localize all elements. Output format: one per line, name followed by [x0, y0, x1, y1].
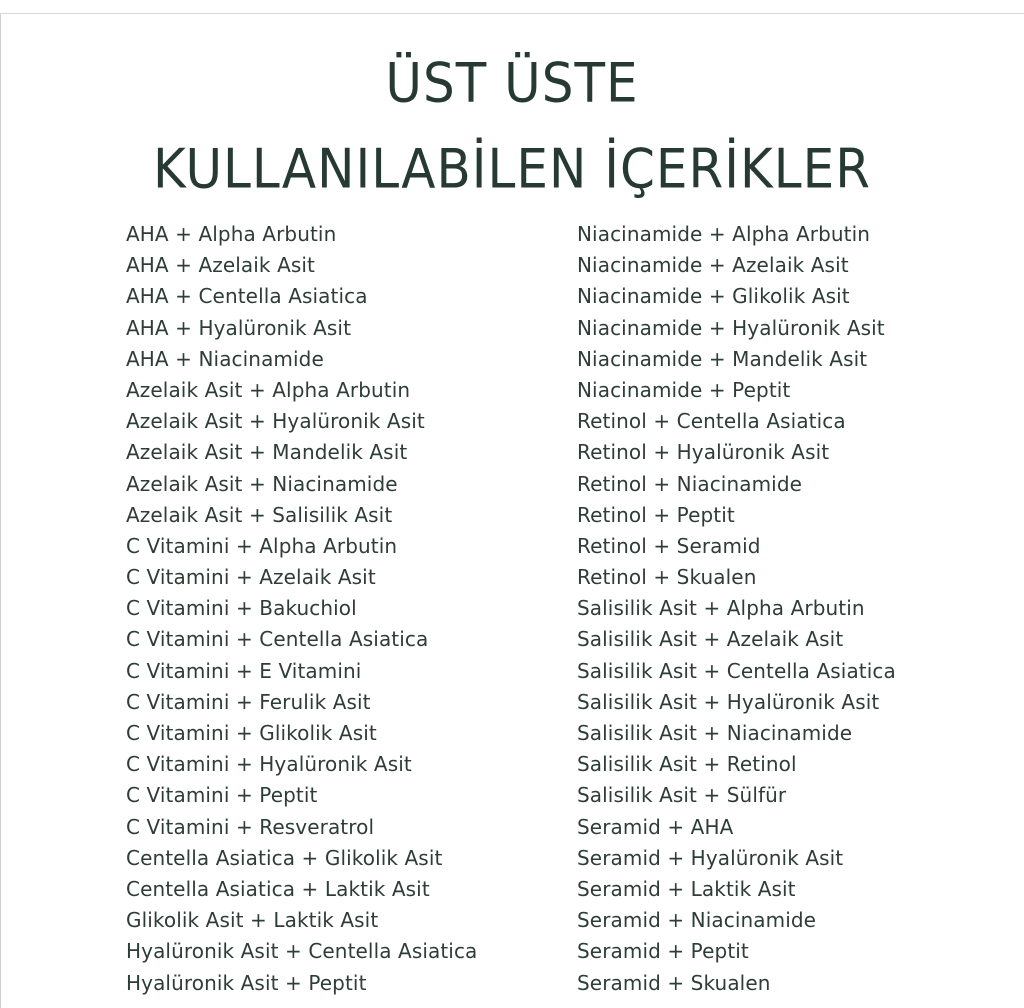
list-item: Salisilik Asit + Alpha Arbutin: [577, 596, 865, 621]
top-divider: [0, 13, 1024, 14]
list-item: Salisilik Asit + Azelaik Asit: [577, 627, 844, 652]
list-item: AHA + Hyalüronik Asit: [126, 315, 352, 340]
title-line-1: ÜST ÜSTE: [385, 51, 639, 115]
list-item: Salisilik Asit + Retinol: [577, 752, 797, 777]
list-item: Niacinamide + Glikolik Asit: [577, 284, 850, 309]
left-combination-list: [126, 219, 477, 999]
list-item: Retinol + Peptit: [577, 502, 735, 527]
list-item: Centella Asiatica + Glikolik Asit: [126, 845, 443, 870]
list-item: C Vitamini + E Vitamini: [126, 658, 362, 683]
list-item: Seramid + Niacinamide: [577, 908, 817, 933]
right-combination-list: [577, 219, 896, 999]
list-item: C Vitamini + Glikolik Asit: [126, 721, 377, 745]
list-item: Azelaik Asit + Mandelik Asit: [126, 440, 408, 465]
list-item: C Vitamini + Ferulik Asit: [126, 689, 371, 714]
list-item: Niacinamide + Peptit: [577, 377, 791, 402]
list-item: Seramid + Peptit: [577, 939, 749, 964]
list-item: Azelaik Asit + Alpha Arbutin: [126, 377, 411, 402]
list-item: C Vitamini + Resveratrol: [126, 814, 375, 839]
list-item: Salisilik Asit + Centella Asiatica: [577, 658, 896, 683]
list-item: C Vitamini + Hyalüronik Asit: [126, 752, 412, 777]
list-item: Niacinamide + Mandelik Asit: [577, 346, 868, 371]
page-title: [0, 46, 1024, 206]
list-item: Seramid + AHA: [577, 814, 734, 839]
list-item: Azelaik Asit + Hyalüronik Asit: [126, 409, 425, 434]
list-item: Retinol + Centella Asiatica: [577, 409, 846, 434]
list-item: Hyalüronik Asit + Centella Asiatica: [126, 939, 478, 964]
list-item: Glikolik Asit + Laktik Asit: [126, 908, 379, 933]
list-item: Retinol + Hyalüronik Asit: [577, 440, 830, 465]
list-item: Salisilik Asit + Niacinamide: [577, 721, 853, 745]
list-item: Seramid + Skualen: [577, 970, 771, 995]
list-item: Niacinamide + Azelaik Asit: [577, 253, 849, 278]
list-item: Seramid + Hyalüronik Asit: [577, 845, 844, 870]
list-item: Azelaik Asit + Niacinamide: [126, 471, 398, 496]
list-item: Azelaik Asit + Salisilik Asit: [126, 502, 393, 527]
list-item: C Vitamini + Centella Asiatica: [126, 627, 429, 652]
list-item: AHA + Centella Asiatica: [126, 284, 368, 309]
list-item: AHA + Azelaik Asit: [126, 253, 315, 278]
list-item: AHA + Niacinamide: [126, 346, 324, 371]
list-item: Niacinamide + Alpha Arbutin: [577, 222, 871, 246]
list-item: Seramid + Laktik Asit: [577, 876, 796, 901]
list-item: Salisilik Asit + Sülfür: [577, 783, 787, 808]
list-item: C Vitamini + Alpha Arbutin: [126, 533, 398, 558]
title-line-2: KULLANILABİLEN İÇERİKLER: [153, 137, 871, 201]
list-item: Hyalüronik Asit + Peptit: [126, 970, 367, 995]
list-item: Niacinamide + Hyalüronik Asit: [577, 315, 885, 340]
list-item: Retinol + Skualen: [577, 565, 757, 590]
list-item: AHA + Alpha Arbutin: [126, 222, 337, 246]
list-item: C Vitamini + Peptit: [126, 783, 318, 808]
list-item: C Vitamini + Bakuchiol: [126, 596, 357, 621]
list-item: Retinol + Niacinamide: [577, 471, 803, 496]
list-item: C Vitamini + Azelaik Asit: [126, 565, 376, 590]
list-item: Salisilik Asit + Hyalüronik Asit: [577, 689, 880, 714]
list-item: Centella Asiatica + Laktik Asit: [126, 876, 430, 901]
list-item: Retinol + Seramid: [577, 533, 761, 558]
